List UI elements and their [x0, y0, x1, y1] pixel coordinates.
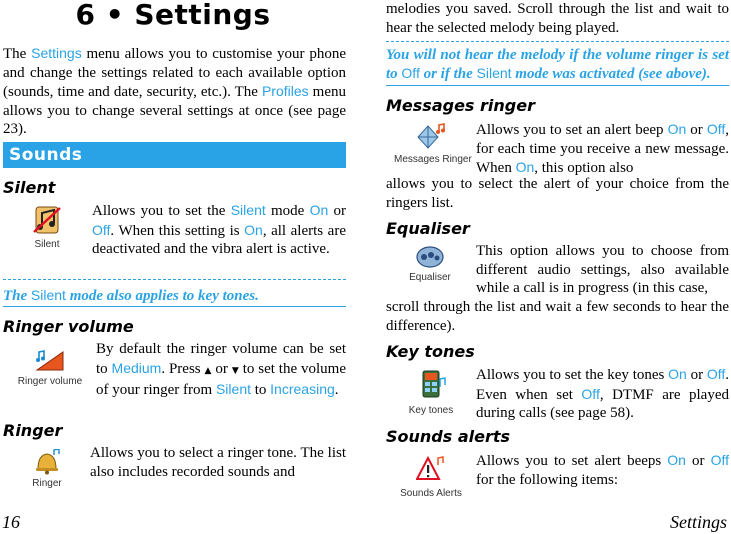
- note2-rule-bottom: [386, 85, 729, 86]
- sounds-section-band: Sounds: [3, 142, 346, 168]
- ringer-description: Allows you to select a ringer tone. The list also includes recorded sounds and: [90, 445, 346, 480]
- sounds-alerts-icon-caption: Sounds Alerts: [400, 488, 462, 499]
- note-silent-keytones: The Silent mode also applies to key tones.: [3, 287, 259, 304]
- messages-ringer-icon: [415, 123, 447, 156]
- key-tones-icon-caption: Key tones: [408, 405, 454, 416]
- intro-paragraph: The Settings menu allows you to customise your phone and change the settings related to each available option (sounds, time and date, security, etc.). The Profiles menu allows you to change several settings at once (see page 23).: [3, 45, 346, 137]
- key-tones-heading: Key tones: [386, 342, 475, 361]
- down-arrow-icon: ▼: [231, 365, 239, 376]
- ringer-icon-caption: Ringer: [32, 478, 62, 489]
- equaliser-icon-caption: Equaliser: [409, 272, 451, 283]
- sounds-alerts-icon: [416, 455, 446, 488]
- messages-ringer-trailing: , this option also: [534, 160, 634, 176]
- equaliser-heading: Equaliser: [386, 219, 470, 238]
- silent-heading: Silent: [3, 178, 56, 197]
- note-volume-silent: You will not hear the melody if the volume ringer is set to Off or if the Silent mode was activated (see above).: [386, 47, 729, 82]
- page-number: 16: [2, 512, 20, 532]
- messages-ringer-description: Allows you to set an alert beep On or Off, for each time you receive a new message. When On, this option also: [476, 121, 729, 176]
- chapter-title: 6 • Settings: [75, 0, 271, 31]
- equaliser-icon: [415, 245, 445, 274]
- note-rule-top: [3, 279, 346, 280]
- note2-rule-top: [386, 41, 729, 42]
- messages-ringer-description-wrap: allows you to select the alert of your choice from the ringers list.: [386, 176, 729, 211]
- ringer-heading: Ringer: [3, 421, 63, 440]
- silent-description: Allows you to set the Silent mode On or Off. When this setting is On, all alerts are deactivated and the vibra alert is active.: [92, 202, 347, 257]
- ringer-volume-heading: Ringer volume: [3, 317, 134, 336]
- sounds-alerts-heading: Sounds alerts: [386, 427, 511, 446]
- messages-ringer-icon-caption: Messages Ringer: [394, 154, 472, 165]
- messages-ringer-heading: Messages ringer: [386, 96, 535, 115]
- equaliser-description-wrap: scroll through the list and wait a few seconds to hear the difference).: [386, 299, 729, 334]
- up-arrow-icon: ▲: [204, 365, 212, 376]
- sounds-alerts-description: Allows you to set alert beeps On or Off for the following items:: [476, 452, 730, 488]
- ringer-volume-icon-caption: Ringer volume: [17, 376, 83, 387]
- silent-icon-caption: Silent: [34, 239, 60, 250]
- settings-keyword: Settings: [31, 45, 82, 61]
- key-tones-icon: [418, 369, 448, 404]
- ringer-description-continued: melodies you saved. Scroll through the list and wait to hear the selected melody being played.: [386, 1, 729, 36]
- ringer-icon: [32, 449, 62, 480]
- ringer-volume-description: By default the ringer volume can be set to Medium. Press ▲ or ▼ to set the volume of your ringer from Silent to Increasing.: [96, 341, 347, 398]
- key-tones-description: Allows you to set the key tones On or Off. Even when set Off, DTMF are played during calls (see page 58).: [476, 366, 729, 421]
- profiles-keyword: Profiles: [261, 83, 309, 99]
- equaliser-description: This option allows you to choose from different audio settings, also available while a call is in progress (in this case,: [476, 243, 729, 296]
- silent-icon: [30, 204, 64, 241]
- note-rule-bottom: [3, 306, 346, 307]
- running-footer-section: Settings: [670, 512, 727, 532]
- ringer-volume-icon: [33, 348, 67, 377]
